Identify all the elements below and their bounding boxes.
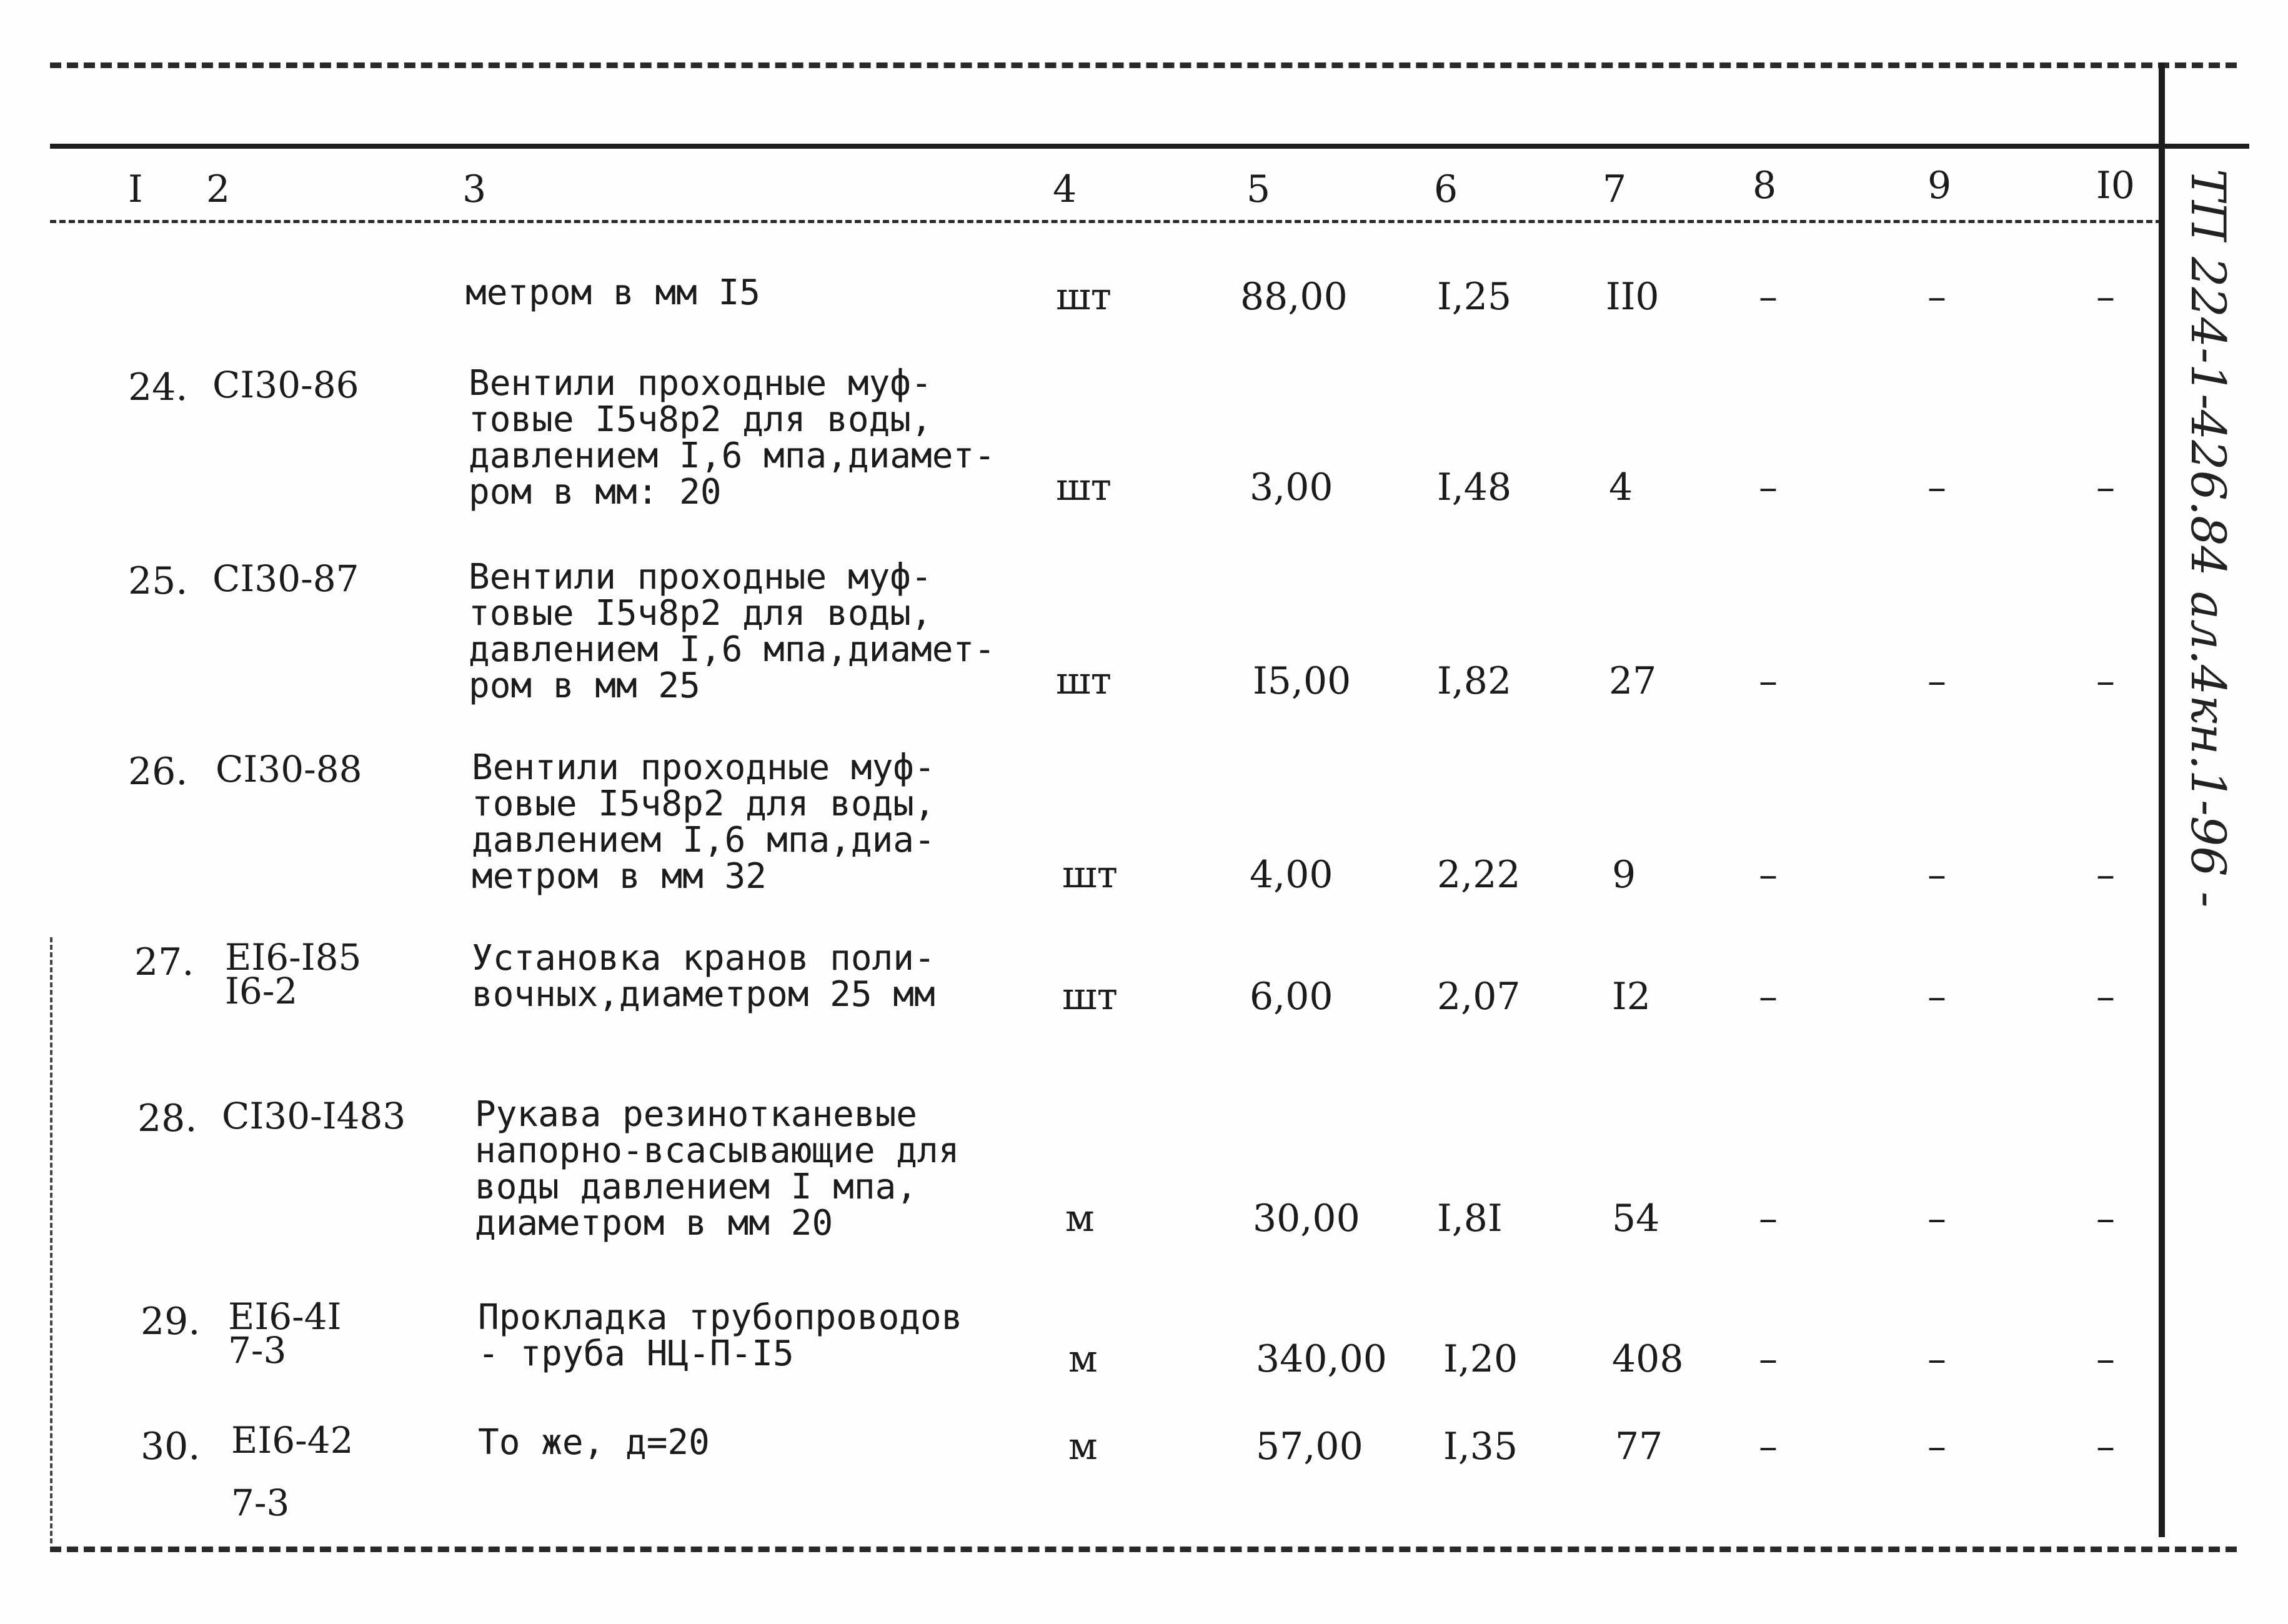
row-coefficient: I,35 — [1443, 1425, 1518, 1468]
row-unit: м — [1065, 1197, 1095, 1240]
row-col9: – — [1927, 466, 1946, 509]
col-header-8: 8 — [1753, 164, 1777, 207]
row-coefficient: I,8I — [1437, 1197, 1503, 1240]
row-col9: – — [1927, 1197, 1946, 1240]
row-col8: – — [1759, 1425, 1778, 1468]
row-total: 77 — [1615, 1425, 1663, 1468]
row-number: 27. — [134, 940, 194, 984]
row-quantity: 57,00 — [1256, 1425, 1363, 1468]
row-coefficient: 2,22 — [1437, 853, 1521, 897]
row-coefficient: I,20 — [1443, 1337, 1518, 1381]
row-col10: – — [2096, 853, 2115, 897]
header-bottom-rule — [50, 220, 2162, 223]
row-col10: – — [2096, 1425, 2115, 1468]
row-quantity: 3,00 — [1250, 466, 1333, 509]
row-code: EI6-4I 7-3 — [228, 1295, 342, 1372]
row-total: 408 — [1612, 1337, 1684, 1381]
row-total: 9 — [1612, 853, 1636, 897]
col-header-2: 2 — [206, 167, 231, 211]
row-col10: – — [2096, 659, 2115, 703]
row-description: Вентили проходные муф- товые I5ч8р2 для воды, давлением I,6 мпа,диамет- ром в мм 25 — [469, 557, 995, 706]
row-col9: – — [1927, 1425, 1946, 1468]
row-total: 54 — [1612, 1197, 1660, 1240]
header-top-rule — [50, 144, 2249, 149]
row-number: 25. — [128, 559, 188, 603]
left-edge-rule — [50, 937, 52, 1543]
row-description: метром в мм I5 — [465, 272, 761, 313]
row-code: CI30-I483 — [222, 1095, 406, 1137]
row-description: Вентили проходные муф- товые I5ч8р2 для воды, давлением I,6 мпа,диа- метром в мм 32 — [472, 747, 935, 897]
row-number: 24. — [128, 366, 188, 409]
row-col10: – — [2096, 275, 2115, 319]
row-code: CI30-87 — [212, 557, 359, 600]
top-dashed-rule — [50, 62, 2237, 68]
col-header-7: 7 — [1603, 167, 1627, 211]
row-unit: шт — [1062, 975, 1118, 1019]
col-header-10: I0 — [2096, 164, 2135, 207]
row-quantity: 30,00 — [1253, 1197, 1360, 1240]
row-col10: – — [2096, 1337, 2115, 1381]
row-coefficient: I,82 — [1437, 659, 1512, 703]
row-col10: – — [2096, 975, 2115, 1019]
col-header-1: I — [128, 167, 143, 211]
row-total: 27 — [1609, 659, 1657, 703]
row-col8: – — [1759, 975, 1778, 1019]
row-unit: м — [1068, 1425, 1098, 1468]
row-col9: – — [1927, 275, 1946, 319]
col-header-6: 6 — [1434, 167, 1458, 211]
row-quantity: 6,00 — [1250, 975, 1333, 1019]
row-number: 29. — [141, 1300, 201, 1343]
row-col9: – — [1927, 659, 1946, 703]
row-col8: – — [1759, 1197, 1778, 1240]
row-quantity: 4,00 — [1250, 853, 1333, 897]
row-coefficient: 2,07 — [1437, 975, 1521, 1019]
row-total: I2 — [1612, 975, 1651, 1019]
row-col8: – — [1759, 275, 1778, 319]
row-number: 30. — [141, 1425, 201, 1468]
row-description: То же, д=20 — [478, 1422, 710, 1463]
row-total: 4 — [1609, 466, 1633, 509]
bottom-dashed-rule — [50, 1547, 2237, 1552]
row-quantity: 340,00 — [1256, 1337, 1387, 1381]
row-col8: – — [1759, 853, 1778, 897]
right-vertical-rule — [2159, 62, 2165, 1537]
row-description: Прокладка трубопроводов - труба НЦ-П-I5 — [478, 1297, 963, 1374]
row-col9: – — [1927, 1337, 1946, 1381]
row-unit: шт — [1062, 853, 1118, 897]
row-quantity: I5,00 — [1253, 659, 1351, 703]
row-col9: – — [1927, 975, 1946, 1019]
row-code: CI30-86 — [212, 364, 359, 406]
row-description: Вентили проходные муф- товые I5ч8р2 для воды, давлением I,6 мпа,диамет- ром в мм: 20 — [469, 363, 995, 512]
row-col8: – — [1759, 659, 1778, 703]
row-unit: шт — [1056, 659, 1112, 703]
document-code-stamp: ТП 224-1-426.84 ал.4кн.1-96 - — [2181, 169, 2236, 908]
row-description: Рукава резинотканевые напорно-всасывающие для воды давлением I мпа, диаметром в мм 20 — [475, 1094, 960, 1243]
row-unit: м — [1068, 1337, 1098, 1381]
col-header-3: 3 — [462, 167, 487, 211]
row-number: 28. — [137, 1097, 197, 1140]
row-description: Установка кранов поли- вочных,диаметром 25 мм — [472, 938, 935, 1015]
row-col8: – — [1759, 466, 1778, 509]
row-quantity: 88,00 — [1240, 275, 1348, 319]
row-unit: шт — [1056, 466, 1112, 509]
row-col10: – — [2096, 1197, 2115, 1240]
row-col9: – — [1927, 853, 1946, 897]
row-code: EI6-I85 I6-2 — [225, 936, 362, 1012]
row-code: EI6-42 7-3 — [231, 1419, 354, 1524]
row-total: II0 — [1606, 275, 1659, 319]
row-col10: – — [2096, 466, 2115, 509]
row-coefficient: I,25 — [1437, 275, 1512, 319]
row-coefficient: I,48 — [1437, 466, 1512, 509]
row-code: CI30-88 — [216, 748, 362, 790]
row-col8: – — [1759, 1337, 1778, 1381]
col-header-9: 9 — [1927, 164, 1952, 207]
col-header-4: 4 — [1053, 167, 1077, 211]
row-unit: шт — [1056, 275, 1112, 319]
col-header-5: 5 — [1246, 167, 1271, 211]
row-number: 26. — [128, 750, 188, 794]
